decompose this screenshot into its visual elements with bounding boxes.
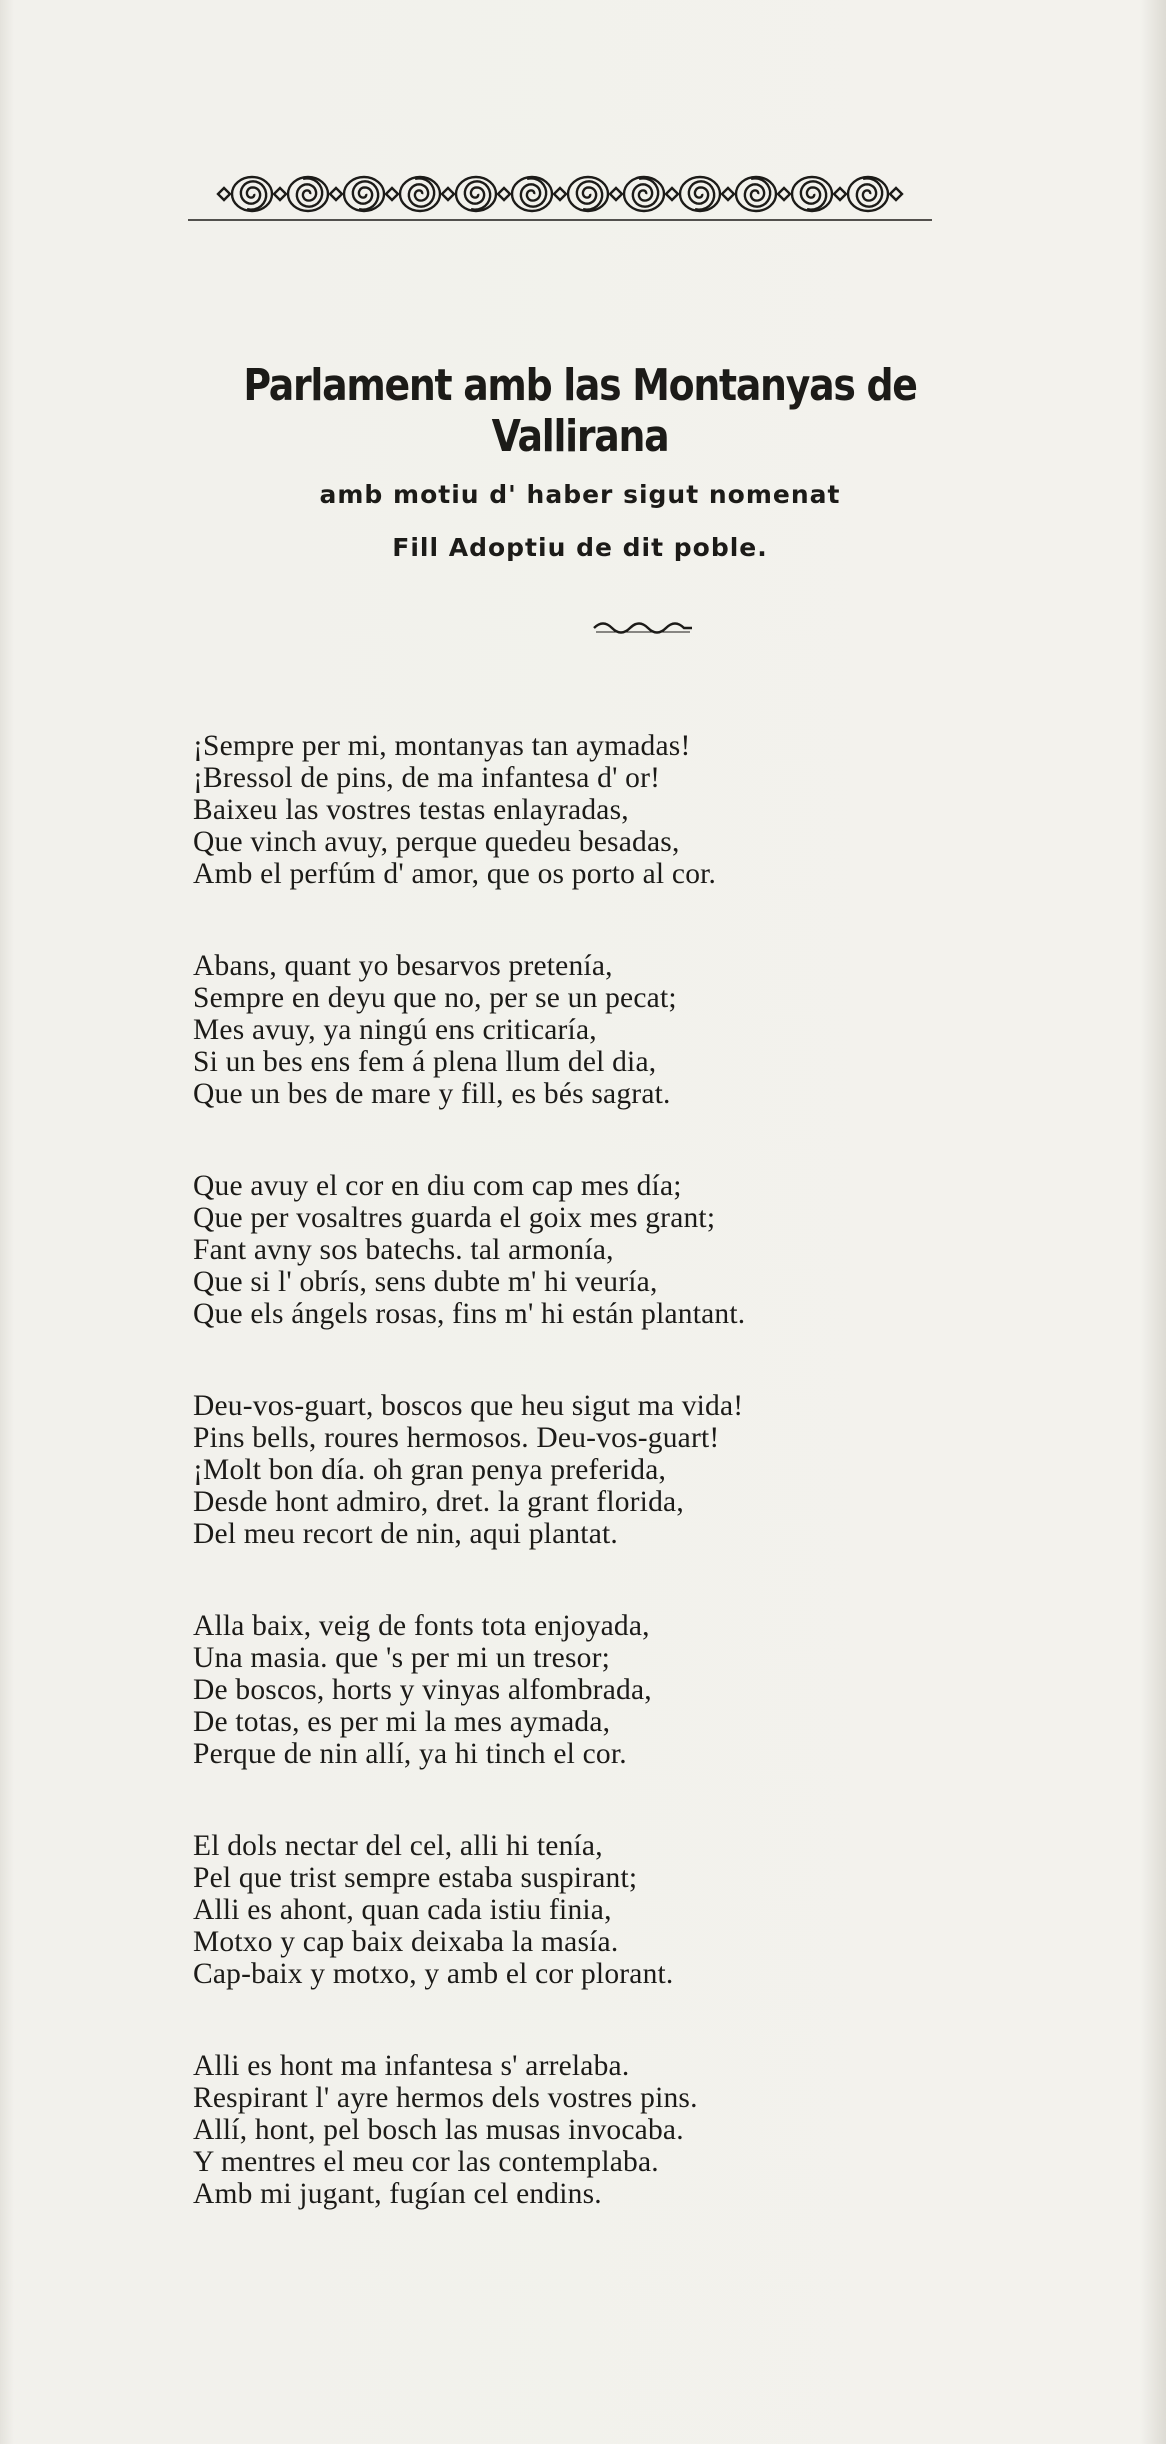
verse-line: Que avuy el cor en diu com cap mes día; — [193, 1170, 682, 1202]
subtitle-line-2: Fill Adoptiu de dit poble. — [392, 533, 768, 562]
verse-line: Que els ángels rosas, fins m' hi están plantant. — [193, 1298, 746, 1330]
verse-line: Pel que trist sempre estaba suspirant; — [193, 1862, 638, 1894]
verse-line: Que un bes de mare y fill, es bés sagrat. — [193, 1078, 671, 1110]
verse-line: De totas, es per mi la mes aymada, — [193, 1706, 611, 1738]
verse-line: ¡Molt bon día. oh gran penya preferida, — [193, 1454, 667, 1486]
stanza-4 — [193, 1390, 953, 1550]
verse-line: Desde hont admiro, dret. la grant florida, — [193, 1486, 684, 1518]
verse-line: Perque de nin allí, ya hi tinch el cor. — [193, 1738, 627, 1770]
stanza-6 — [193, 1830, 953, 1990]
verse-line: Baixeu las vostres testas enlayradas, — [193, 794, 629, 826]
verse-line: Amb mi jugant, fugían cel endins. — [193, 2178, 602, 2210]
verse-line: Alla baix, veig de fonts tota enjoyada, — [193, 1610, 650, 1642]
verse-line: Que vinch avuy, perque quedeu besadas, — [193, 826, 680, 858]
poem-title: Parlament amb las Montanyas de Vallirana — [243, 360, 917, 462]
verse-line: ¡Bressol de pins, de ma infantesa d' or! — [193, 762, 661, 794]
verse-line: Deu-vos-guart, boscos que heu sigut ma vida! — [193, 1390, 744, 1422]
verse-line: Si un bes ens fem á plena llum del dia, — [193, 1046, 657, 1078]
verse-line: Amb el perfúm d' amor, que os porto al cor. — [193, 858, 717, 890]
verse-line: Allí, hont, pel bosch las musas invocaba. — [193, 2114, 684, 2146]
verse-line: Que per vosaltres guarda el goix mes grant; — [193, 1202, 716, 1234]
stanza-7 — [193, 2050, 953, 2210]
verse-line: Sempre en deyu que no, per se un pecat; — [193, 982, 677, 1014]
verse-line: El dols nectar del cel, alli hi tenía, — [193, 1830, 603, 1862]
verse-line: Cap-baix y motxo, y amb el cor plorant. — [193, 1958, 674, 1990]
stanza-5 — [193, 1610, 953, 1770]
verse-line: De boscos, horts y vinyas alfombrada, — [193, 1674, 652, 1706]
verse-line: Pins bells, roures hermosos. Deu-vos-guart! — [193, 1422, 720, 1454]
wavy-line-icon — [592, 620, 694, 636]
verse-line: Respirant l' ayre hermos dels vostres pins. — [193, 2082, 698, 2114]
verse-line: Fant avny sos batechs. tal armonía, — [193, 1234, 614, 1266]
verse-line: ¡Sempre per mi, montanyas tan aymadas! — [193, 730, 691, 762]
verse-line: Abans, quant yo besarvos pretenía, — [193, 950, 613, 982]
verse-line: Del meu recort de nin, aqui plantat. — [193, 1518, 618, 1550]
verse-line: Mes avuy, ya ningú ens criticaría, — [193, 1014, 597, 1046]
stanza-3 — [193, 1170, 953, 1330]
verse-line: Una masia. que 's per mi un tresor; — [193, 1642, 611, 1674]
stanza-1 — [193, 730, 953, 890]
verse-line: Que si l' obrís, sens dubte m' hi veuría, — [193, 1266, 658, 1298]
stanza-2 — [193, 950, 953, 1110]
verse-line: Alli es hont ma infantesa s' arrelaba. — [193, 2050, 630, 2082]
verse-line: Y mentres el meu cor las contemplaba. — [193, 2146, 659, 2178]
spiral-wave-border-icon — [184, 168, 936, 224]
poem-body — [193, 730, 953, 2270]
verse-line: Alli es ahont, quan cada istiu finia, — [193, 1894, 612, 1926]
subtitle-line-1: amb motiu d' haber sigut nomenat — [319, 480, 841, 509]
verse-line: Motxo y cap baix deixaba la masía. — [193, 1926, 619, 1958]
